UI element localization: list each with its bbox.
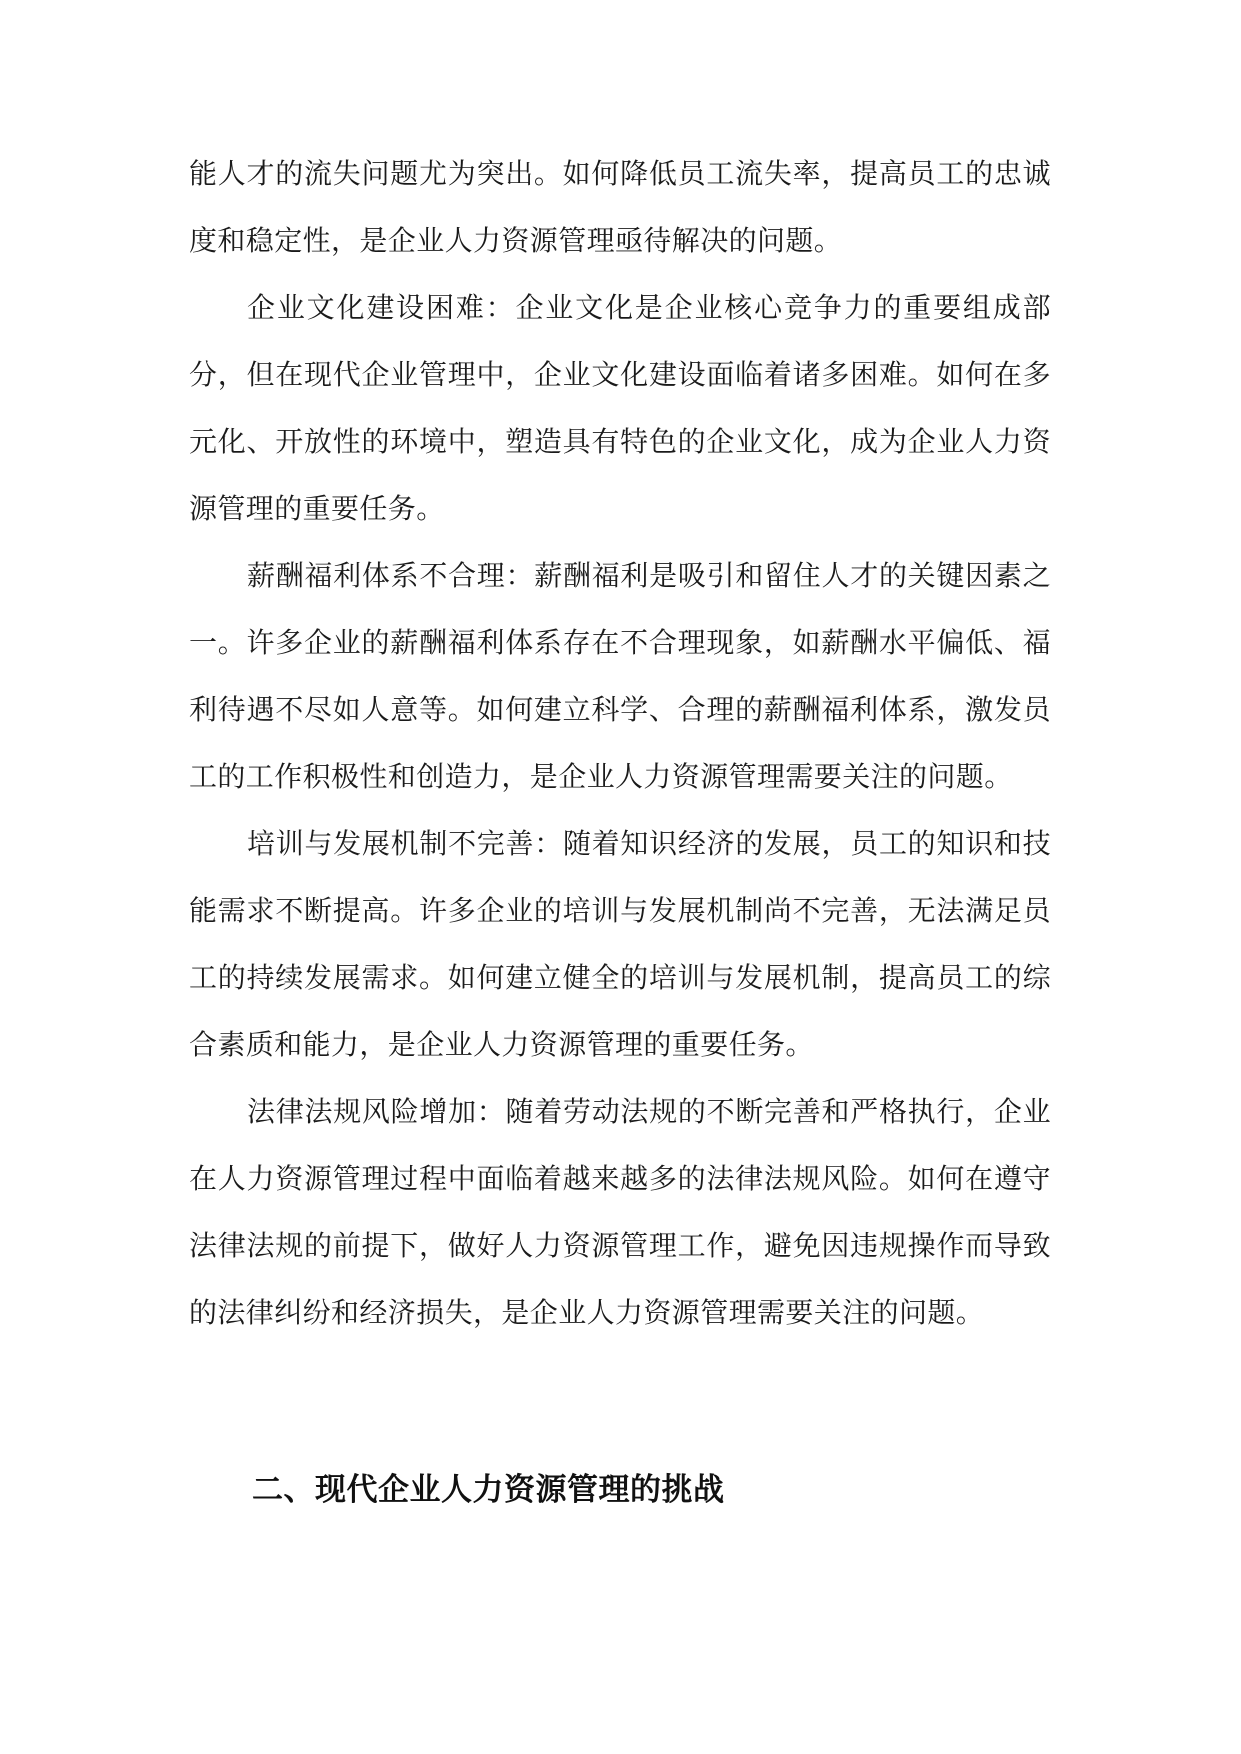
section-heading: 二、现代企业人力资源管理的挑战: [252, 1472, 725, 1508]
paragraph-continuation: 能人才的流失问题尤为突出。如何降低员工流失率，提高员工的忠诚度和稳定性，是企业人力资源管理亟待解决的问题。: [189, 157, 1051, 257]
paragraph-training: 培训与发展机制不完善：随着知识经济的发展，员工的知识和技能需求不断提高。许多企业的培训与发展机制尚不完善，无法满足员工的持续发展需求。如何建立健全的培训与发展机制，提高员工的综合素质和能力，是企业人力资源管理的重要任务。: [189, 827, 1051, 1061]
paragraph-compensation: 薪酬福利体系不合理：薪酬福利是吸引和留住人才的关键因素之一。许多企业的薪酬福利体系存在不合理现象，如薪酬水平偏低、福利待遇不尽如人意等。如何建立科学、合理的薪酬福利体系，激发员工的工作积极性和创造力，是企业人力资源管理需要关注的问题。: [189, 559, 1051, 793]
document-body: [189, 140, 1051, 1346]
paragraph-legal-risk: 法律法规风险增加：随着劳动法规的不断完善和严格执行，企业在人力资源管理过程中面临着越来越多的法律法规风险。如何在遵守法律法规的前提下，做好人力资源管理工作，避免因违规操作而导致的法律纠纷和经济损失，是企业人力资源管理需要关注的问题。: [189, 1095, 1051, 1329]
paragraph-corporate-culture: 企业文化建设困难：企业文化是企业核心竞争力的重要组成部分，但在现代企业管理中，企业文化建设面临着诸多困难。如何在多元化、开放性的环境中，塑造具有特色的企业文化，成为企业人力资源管理的重要任务。: [189, 291, 1051, 525]
